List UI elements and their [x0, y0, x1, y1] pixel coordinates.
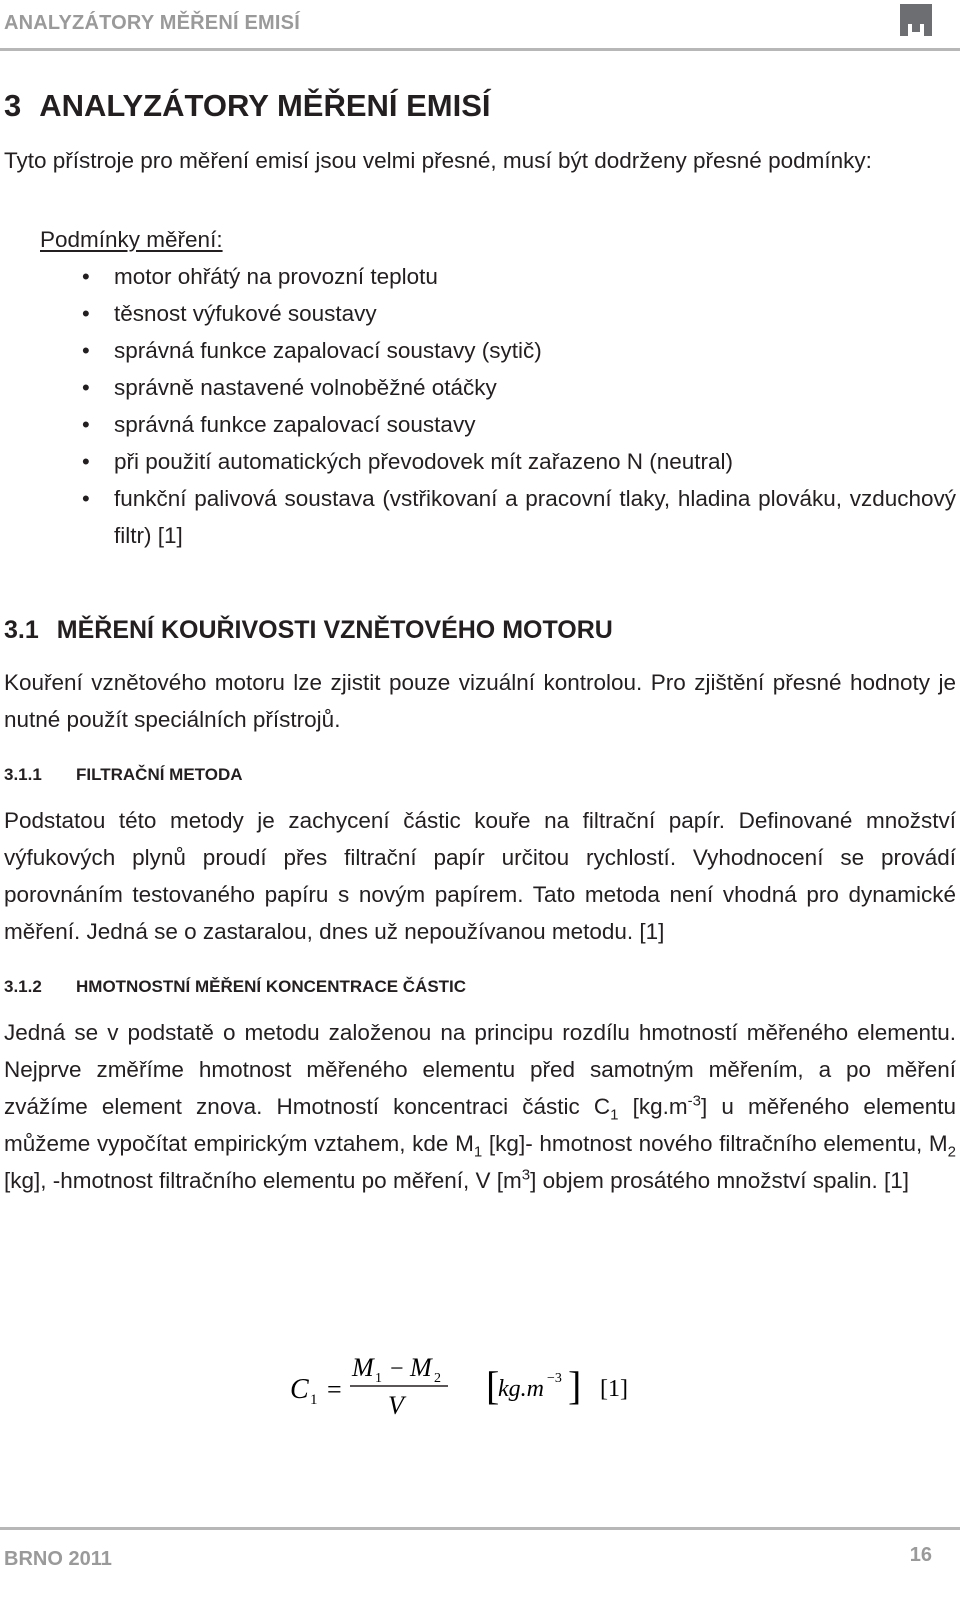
page-content [4, 84, 956, 1199]
section-heading-3-1-1 [4, 760, 956, 790]
list-item: • správná funkce zapalovací soustavy (sytič) [4, 332, 956, 369]
bullet-icon: • [82, 338, 90, 363]
section-3-1-2-paragraph: Jedná se v podstatě o metodu založenou na principu rozdílu hmotností měřeného elementu. Nejprve změříme hmotnost měřeného elementu před samotným měřením, a po měření zvážíme element znova. Hmotností koncentraci částic $C_1$ $[kg.m^{-3}]$ u měřeného elementu můžeme vypočítat empirickým vztahem, kde $M_1$ [kg]- hmotnost nového filtračního elementu, $M_2$ [kg], -hmotnost filtračního elementu po měření, V $[m^3]$ objem prosátého množství spalin. [1] [4, 1020, 957, 1193]
page-footer [0, 1527, 960, 1614]
right-bracket: ] [568, 1363, 582, 1408]
formula-minus: − [390, 1356, 404, 1382]
bullet-icon: • [82, 412, 90, 437]
subsection-number: 3.1.2 [4, 977, 42, 996]
formula-m1: M [352, 1353, 374, 1382]
formula-unit-exp: −3 [547, 1371, 562, 1386]
list-item: • motor ohřátý na provozní teplotu [4, 258, 956, 295]
formula-reference: [1] [600, 1376, 628, 1402]
footer-location: BRNO 2011 [4, 1548, 112, 1570]
formula-lhs-sub: 1 [310, 1392, 318, 1408]
section-number: 3.1 [4, 616, 39, 644]
bullet-icon: • [82, 301, 90, 326]
formula [0, 1352, 960, 1432]
section-3-1-paragraph: Kouření vznětového motoru lze zjistit pouze vizuální kontrolou. Pro zjištění přesné hodnoty je nutné použít speciálních přístrojů. [4, 670, 956, 732]
chapter-number: 3 [4, 88, 22, 123]
list-item: • správně nastavené volnoběžné otáčky [4, 369, 956, 406]
bullet-icon: • [82, 449, 90, 474]
page-header [0, 0, 960, 51]
subsection-number: 3.1.1 [4, 765, 42, 784]
left-bracket: [ [486, 1363, 500, 1408]
section-3-1-1-paragraph: Podstatou této metody je zachycení částic kouře na filtrační papír. Definované množství výfukových plynů proudí přes filtrační papír určitou rychlostí. Vyhodnocení se provádí porovnáním testovaného papíru s novým papírem. Tato metoda není vhodná pro dynamické měření. Jedná se o zastaralou, dnes už nepoužívanou metodu. [1] [4, 808, 956, 944]
formula-equals: = [327, 1375, 342, 1404]
formula-m1-sub: 1 [375, 1371, 382, 1386]
conditions-label: Podmínky měření: [40, 227, 223, 252]
faculty-logo-icon [900, 4, 932, 36]
bullet-icon: • [82, 486, 90, 511]
conditions-list [4, 258, 956, 554]
chapter-title: ANALYZÁTORY MĚŘENÍ EMISÍ [39, 88, 491, 123]
subsection-title: HMOTNOSTNÍ MĚŘENÍ KONCENTRACE ČÁSTIC [76, 977, 467, 996]
page-number: 16 [909, 1544, 932, 1566]
subsection-title: FILTRAČNÍ METODA [76, 765, 243, 784]
bullet-icon: • [82, 375, 90, 400]
chapter-heading [4, 84, 956, 128]
formula-m2-sub: 2 [434, 1371, 441, 1386]
section-heading-3-1-2 [4, 972, 956, 1002]
list-item: • při použití automatických převodovek mít zařazeno N (neutral) [4, 443, 956, 480]
list-item: • správná funkce zapalovací soustavy [4, 406, 956, 443]
bullet-icon: • [82, 264, 90, 289]
section-heading-3-1 [4, 612, 956, 648]
formula-unit: kg.m [498, 1376, 544, 1402]
formula-lhs: C [290, 1374, 309, 1405]
formula-m2: M [410, 1353, 432, 1382]
formula-denominator: V [388, 1391, 404, 1420]
intro-paragraph: Tyto přístroje pro měření emisí jsou velmi přesné, musí být dodrženy přesné podmínky: [4, 148, 872, 173]
list-item: • těsnost výfukové soustavy [4, 295, 956, 332]
header-title: ANALYZÁTORY MĚŘENÍ EMISÍ [4, 12, 300, 34]
section-title: MĚŘENÍ KOUŘIVOSTI VZNĚTOVÉHO MOTORU [56, 616, 613, 644]
list-item: • funkční palivová soustava (vstřikovaní a pracovní tlaky, hladina plováku, vzduchový filtr) [1] [4, 480, 956, 554]
